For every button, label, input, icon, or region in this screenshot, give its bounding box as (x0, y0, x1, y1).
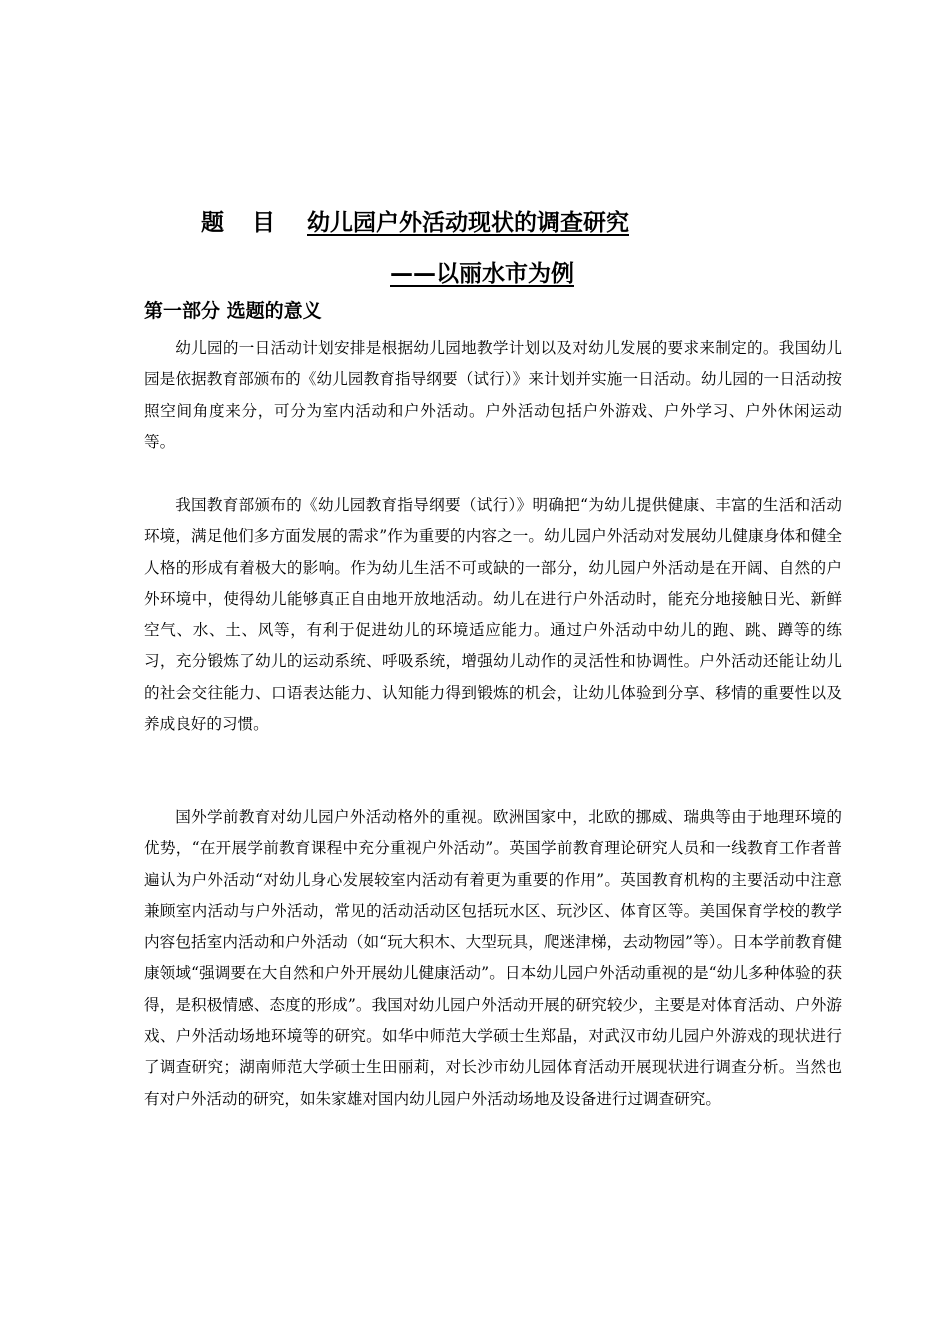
section-heading: 第一部分 选题的意义 (144, 300, 322, 322)
paragraph: 国外学前教育对幼儿园户外活动格外的重视。欧洲国家中，北欧的挪威、瑞典等由于地理环境的优势，“在开展学前教育课程中充分重视户外活动”。英国学前教育理论研究人员和一线教育工作者普遍认为户外活动“对幼儿身心发展较室内活动有着更为重要的作用”。英国教育机构的主要活动中注意兼顾室内活动与户外活动，常见的活动活动区包括玩水区、玩沙区、体育区等。美国保育学校的教学内容包括室内活动和户外活动（如“玩大积木、大型玩具，爬迷津梯，去动物园”等）。日本学前教育健康领域“强调要在大自然和户外开展幼儿健康活动”。日本幼儿园户外活动重视的是“幼儿多种体验的获得，是积极情感、态度的形成”。我国对幼儿园户外活动开展的研究较少，主要是对体育活动、户外游戏、户外活动场地环境等的研究。如华中师范大学硕士生郑晶，对武汉市幼儿园户外游戏的现状进行了调查研究；湖南师范大学硕士生田丽莉，对长沙市幼儿园体育活动开展现状进行调查分析。当然也有对户外活动的研究，如朱家雄对国内幼儿园户外活动场地及设备进行过调查研究。 (144, 808, 842, 1108)
paragraph: 幼儿园的一日活动计划安排是根据幼儿园地教学计划以及对幼儿发展的要求来制定的。我国幼儿园是依据教育部颁布的《幼儿园教育指导纲要（试行）》来计划并实施一日活动。幼儿园的一日活动按照空间角度来分，可分为室内活动和户外活动。户外活动包括户外游戏、户外学习、户外休闲运动等。 (144, 339, 842, 451)
paragraph: 我国教育部颁布的《幼儿园教育指导纲要（试行）》明确把“为幼儿提供健康、丰富的生活和活动环境，满足他们多方面发展的需求”作为重要的内容之一。幼儿园户外活动对发展幼儿健康身体和健全人格的形成有着极大的影响。作为幼儿生活不可或缺的一部分，幼儿园户外活动是在开阔、自然的户外环境中，使得幼儿能够真正自由地开放地活动。幼儿在进行户外活动时，能充分地接触日光、新鲜空气、水、土、风等，有利于促进幼儿的环境适应能力。通过户外活动中幼儿的跑、跳、蹲等的练习，充分锻炼了幼儿的运动系统、呼吸系统，增强幼儿动作的灵活性和协调性。户外活动还能让幼儿的社会交往能力、口语表达能力、认知能力得到锻炼的机会，让幼儿体验到分享、移情的重要性以及养成良好的习惯。 (144, 496, 842, 734)
title-label: 题目 (201, 210, 303, 236)
subtitle-line (380, 259, 588, 289)
title-line (201, 208, 651, 238)
title-main: 幼儿园户外活动现状的调查研究 (307, 210, 629, 236)
title-subtitle: ——以丽水市为例 (390, 261, 574, 287)
